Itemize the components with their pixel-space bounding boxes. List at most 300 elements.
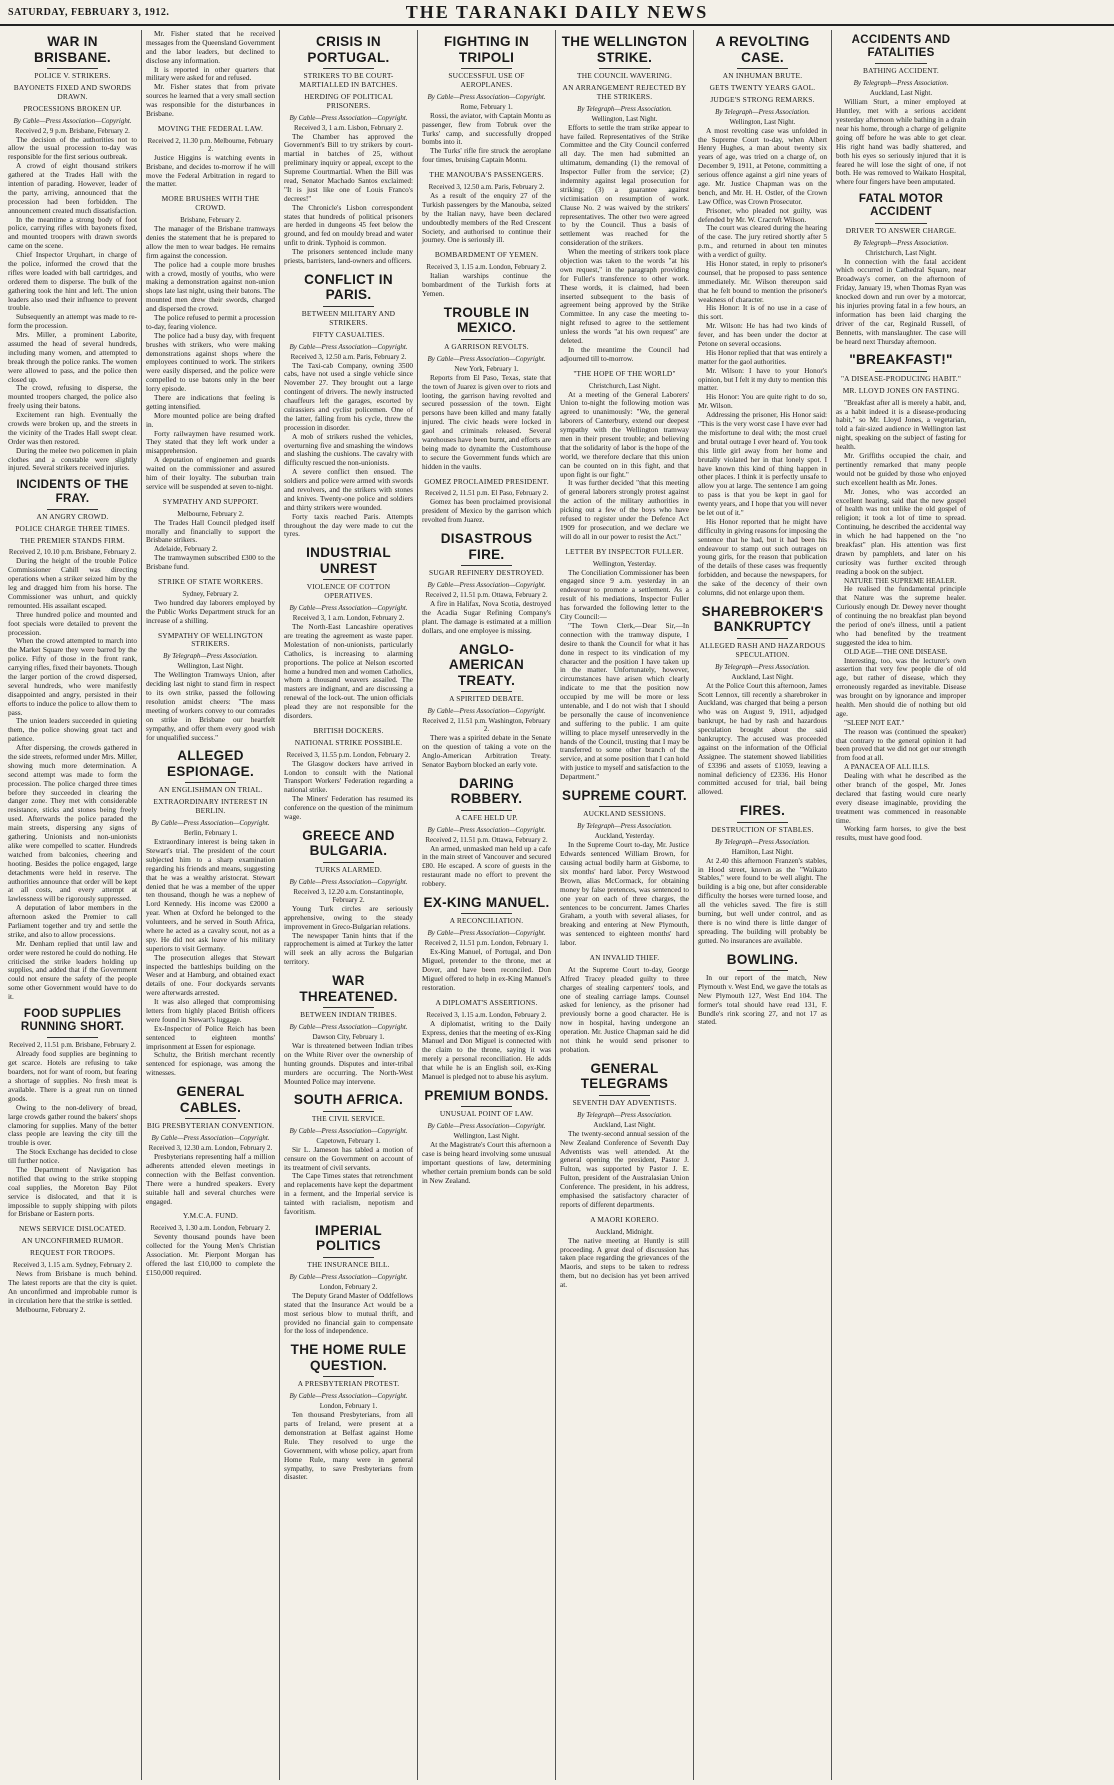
- article-dateline: Sydney, February 2.: [182, 589, 239, 598]
- article-dateline: Brisbane, February 2.: [180, 216, 241, 225]
- article-paragraph: The Trades Hall Council pledged itself morally and financially to support the Brisbane strikers.: [146, 517, 275, 545]
- article-paragraph: The native meeting at Huntly is still proceeding. A great deal of discussion has taken place regarding the grievances of the Maoris, and steps to be taken to redress them, but no decision has yet been arrived at.: [560, 1235, 689, 1290]
- article-dateline: Wellington, Last Night.: [453, 1132, 520, 1141]
- headline-rule: [323, 1257, 375, 1258]
- article-headline: SUPREME COURT.: [562, 787, 687, 803]
- article-paragraph: At the Supreme Court to-day, George Alfred Tracey pleaded guilty to three charges of stealing carpenters' tools, and one of stealing carriage lamps. Counsel asked for leniency, as the prisoner had previously borne a good character. He is now in hospital, having undergone an operation. Mr. Justice Chapman said he did not think he would send prisoner to probation.: [560, 964, 689, 1054]
- article-paragraph: Mr. Denham replied that until law and order were restored he could do nothing. He criticised the strike leaders holding up supplies, and added that if the Government could not ensure the safety of the people some other Government would have to do it.: [8, 938, 137, 1002]
- article-byline: By Cable—Press Association—Copyright.: [289, 877, 408, 886]
- article-paragraph: Adelaide, February 2.: [154, 544, 218, 554]
- article-paragraph: William Sturt, a miner employed at Huntley, met with a serious accident yesterday afternoon while bathing in a drain near his home, through a charge of gelignite going off before he was able to get clear. His right hand was badly shattered, and both his eyes so seriously injured that it is feared he will lose the sight of one, if not both. He was removed to Waikato Hospital, where four fingers have been amputated.: [836, 97, 966, 187]
- article: [422, 531, 551, 635]
- headline-rule: [875, 63, 927, 64]
- article-paragraph: "SLEEP NOT EAT.": [844, 717, 905, 727]
- headline-rule: [47, 1037, 99, 1038]
- article: [146, 578, 275, 626]
- article-paragraph: His Honor: You are quite right to do so, Mr. Wilson.: [698, 392, 827, 411]
- article-paragraph: The Turks' rifle fire struck the aeroplane four times, bruising Captain Montu.: [422, 146, 551, 165]
- article: [698, 604, 827, 797]
- article-subheading: BETWEEN MILITARY AND STRIKERS.: [301, 308, 396, 327]
- article-paragraph: In connection with the fatal accident which occurred in Cathedral Square, near Broadway's corner, on the afternoon of Friday, January 19, when Thomas Ryan was knocked down and run over by a motorcar, his injuries proving fatal in a few hours, an information has been laid charging the driver of the car, Reginald Russell, of Bennetts, with manslaughter. The case will be heard next Thursday afternoon.: [836, 256, 966, 346]
- article-subheading: A CAFE HELD UP.: [455, 812, 518, 822]
- article-headline: CONFLICT IN PARIS.: [304, 271, 393, 303]
- article: [422, 895, 551, 993]
- article: [284, 727, 413, 822]
- article-paragraph: When the meeting of strikers took place objection was taken to the words "at his own request," in the paragraph providing for Fuller's transference to other work. These words, it is claimed, had been inserted subsequent to the basis of agreement being approved by the Strike Committee. In any case the meeting to-night refused to agree to the settlement unless the words "at his own request" are deleted.: [560, 247, 689, 346]
- article-subheading: THE CIVIL SERVICE.: [311, 1113, 386, 1123]
- article-paragraph: The manager of the Brisbane tramways denies the statement that he is prepared to allow the men to wear badges. He remains firm against the concession.: [146, 224, 275, 260]
- article-subheading: SUGAR REFINERY DESTROYED.: [429, 568, 544, 578]
- article-headline: EX-KING MANUEL.: [423, 894, 550, 910]
- article-paragraph: Mrs. Miller, a prominent Laborite, assumed the head of several hundreds, including many women, and attempted to break through the police ranks. The women were allowed to pass, and the police then closed up.: [8, 330, 137, 384]
- article-byline: By Cable—Press Association—Copyright.: [289, 113, 408, 122]
- article-paragraph: Mr. Wilson: He has had two kinds of fever, and has been under the doctor at Petone on several occasions.: [698, 321, 827, 349]
- article-dateline: Received 3, 1.30 a.m. London, February 2.: [150, 1224, 271, 1233]
- article: [560, 788, 689, 948]
- article-paragraph: Forty taxis reached Paris. Attempts throughout the day were made to cut the tyres.: [284, 511, 413, 539]
- article-dateline: Auckland, Last Night.: [593, 1120, 656, 1129]
- article-paragraph: A most revolting case was unfolded in the Supreme Court to-day, when Albert Henry Hughes, a man about twenty six years of age, was tried on a charge of, on December 9, 1911, at Petone, committing a serious offence against a girl nine years of age. Mr. Justice Chapman was on the bench, and Mr. H. H. Ostler, of the Crown Law Office, was Crown Prosecutor.: [698, 125, 827, 206]
- article: [146, 1084, 275, 1206]
- article-subheading: AN INHUMAN BRUTE.: [722, 71, 803, 81]
- article-paragraph: During the height of the trouble Police Commissioner Cahill was directing operations when a striker seized him by the leg and dragged him from his horse. The Commissioner was unhurt, and quickly remounted. His assailant escaped.: [8, 556, 137, 610]
- article: [560, 1216, 689, 1290]
- column-3: [280, 30, 418, 1780]
- article-dateline: Received 2, 11.51 p.m. Brisbane, February 2.: [9, 1041, 136, 1050]
- article-dateline: Auckland, Last Night.: [731, 672, 794, 681]
- article: [146, 748, 275, 1078]
- article: [284, 1342, 413, 1482]
- article-headline: GENERAL CABLES.: [176, 1084, 245, 1115]
- article-subheading: SYMPATHY AND SUPPORT.: [162, 496, 259, 506]
- article-paragraph: Two hundred day laborers employed by the Public Works Department struck for an increase of a shilling.: [146, 597, 275, 625]
- article-headline: INDUSTRIAL UNREST: [306, 545, 391, 576]
- article-byline: By Telegraph—Press Association.: [715, 662, 810, 671]
- article-headline: SOUTH AFRICA.: [293, 1092, 404, 1108]
- article-subheading: TURKS ALARMED.: [315, 864, 382, 874]
- article-paragraph: Rossi, the aviator, with Captain Montu as passenger, flew from Tobruk over the Turks' camp, and successfully dropped bombs into it.: [422, 110, 551, 147]
- headline-rule: [461, 691, 513, 692]
- article-paragraph: Ex-King Manuel, of Portugal, and Don Miguel, pretender to the throne, met at Dover, and have been reconciled. Don Miguel offered to help in ex-King Manuel's restoration.: [422, 947, 551, 992]
- article: [284, 1092, 413, 1217]
- article-byline: By Cable—Press Association—Copyright.: [151, 1134, 270, 1143]
- article: [146, 1212, 275, 1277]
- headline-rule: [737, 822, 789, 823]
- article-subheading: THE INSURANCE BILL.: [307, 1259, 390, 1269]
- article-headline: SHAREBROKER'S BANKRUPTCY: [701, 603, 824, 635]
- article: [8, 1008, 137, 1219]
- article-paragraph: The court was cleared during the hearing of the case. The jury retired shortly after 5 p.m., and returned in about ten minutes with a verdict of guilty.: [698, 223, 827, 260]
- article-dateline: Received 2, 11.51 p.m. Ottawa, February 2.: [425, 835, 548, 844]
- article-headline: FIRES.: [739, 803, 786, 819]
- article-paragraph: NATURE THE SUPREME HEALER.: [844, 575, 957, 585]
- article-paragraph: The Chronicle's Lisbon correspondent states that hundreds of political prisoners are herded in dungeons 45 feet below the ground, and fed on mouldy bread and water unfit to drink. Typhoid is common.: [284, 202, 413, 248]
- article-dateline: Christchurch, Last Night.: [588, 381, 661, 390]
- article-paragraph: His Honor reported that he might have difficulty in giving reasons for imposing the sentence that he had, but it had been his endeavour to stamp out such outrages on young girls, for the reason that publication of the details of these cases was frequently forbidden, and because the newspapers, for the sake of the decency of their own columns, did not enlarge upon them.: [698, 516, 827, 597]
- article-paragraph: When the crowd attempted to march into the Market Square they were barred by the police. Fifty of those in the front rank, carrying rifles, fixed their bayonets. Though the larger portion of the crowd dispersed, several hundreds, who were manifestly disappointed and angry, persisted in their efforts to induce the police to allow them to pass.: [8, 636, 137, 717]
- article-subheading: A PRESBYTERIAN PROTEST.: [297, 1379, 400, 1389]
- article-headline: A REVOLTING CASE.: [715, 34, 810, 65]
- article-subheading: PROCESSIONS BROKEN UP.: [23, 103, 122, 113]
- article-subheading: GOMEZ PROCLAIMED PRESIDENT.: [424, 476, 549, 486]
- article-headline: "BREAKFAST!": [849, 352, 953, 368]
- article-headline: FATAL MOTOR ACCIDENT: [858, 193, 944, 219]
- article: [146, 632, 275, 743]
- article-byline: By Cable—Press Association—Copyright.: [427, 825, 546, 834]
- article-paragraph: Excitement ran high. Eventually the crowds were broken up, and the streets in the vicinity of the Trades Hall swept clear. Order was then restored.: [8, 410, 137, 446]
- article-paragraph: A mob of strikers rushed the vehicles, overturning five and smashing the windows and slashing the cushions. The cavalry with difficulty rescued the non-unionists.: [284, 431, 413, 468]
- article-subheading: A DIPLOMAT'S ASSERTIONS.: [435, 997, 538, 1007]
- article-paragraph: Mr. Griffiths occupied the chair, and pertinently remarked that many people would not be guided by those who enjoyed such excellent health as Mr. Jones.: [836, 451, 966, 487]
- article-paragraph: Subsequently an attempt was made to re-form the procession.: [8, 312, 137, 331]
- article-paragraph: War is threatened between Indian tribes on the White River over the ownership of hunting grounds. Disputes and inter-tribal murders are occurring. The North-West Mounted Police may intervene.: [284, 1040, 413, 1086]
- article: [836, 193, 966, 346]
- article-paragraph: Chief Inspector Urquhart, in charge of the police, informed the crowd that the rifles were loaded with ball cartridges, and ordered them to disperse. The bulk of the gathering took the hint and left. The union leaders also used their influence to prevent trouble.: [8, 250, 137, 313]
- headline-rule: [323, 1111, 375, 1112]
- article-headline: BOWLING.: [726, 951, 799, 967]
- article: [560, 370, 689, 542]
- article-subheading: MORE BRUSHES WITH THE CROWD.: [161, 194, 260, 213]
- article-subheading: DRIVER TO ANSWER CHARGE.: [845, 225, 957, 235]
- article-subheading: LETTER BY INSPECTOR FULLER.: [565, 546, 684, 556]
- article: [284, 272, 413, 539]
- article-paragraph: The Wellington Tramways Union, after deciding last night to stand firm in respect to its own strike, passed the following resolution amidst cheers: "The mass meeting of workers convey to our comrades on strike in Brisbane our heartfelt sympathy, and offer them every good wish for unqualified success.": [146, 670, 275, 742]
- article-headline: WAR IN BRISBANE.: [34, 34, 111, 65]
- article: [8, 34, 137, 473]
- column-7: [832, 30, 970, 1780]
- article-paragraph: "Breakfast after all is merely a habit, and, as a habit indeed it is a disease-producing habit," so Mr. Lloyd Jones, a vegetarian, told a fair-sized audience in Wellington last night, speaking on the subject of fasting for health.: [836, 397, 966, 452]
- article-paragraph: At the Magistrate's Court this afternoon a case is being heard involving some unusual important questions of law, determining whether certain premium bonds can be sold in New Zealand.: [422, 1140, 551, 1185]
- article: [422, 251, 551, 299]
- article-subheading: BIG PRESBYTERIAN CONVENTION.: [146, 1121, 275, 1131]
- article-subheading: BETWEEN INDIAN TRIBES.: [300, 1010, 397, 1020]
- article-headline: ACCIDENTS AND FATALITIES: [851, 34, 951, 60]
- article-paragraph: In the meantime a strong body of foot police, carrying rifles with bayonets fixed, and mounted troopers with drawn swords came on the scene.: [8, 214, 137, 251]
- article-dateline: Received 3, 1 a.m. London, February 2.: [292, 614, 405, 623]
- article-byline: By Cable—Press Association—Copyright.: [151, 819, 270, 828]
- article-headline: GREECE AND BULGARIA.: [302, 827, 395, 859]
- article-dateline: Auckland, Last Night.: [869, 89, 933, 98]
- article-paragraph: A fire in Halifax, Nova Scotia, destroyed the Acadia Sugar Refining Company's plant. The damage is estimated at a million dollars, and one employee is missing.: [422, 599, 551, 635]
- column-5: [556, 30, 694, 1780]
- article-dateline: Received 2, 11.51 p.m. London, February 1.: [424, 939, 549, 948]
- article-byline: By Telegraph—Press Association.: [715, 837, 810, 846]
- headline-rule: [185, 782, 237, 783]
- article-dateline: Received 3, 1.15 a.m. Sydney, February 2.: [13, 1260, 132, 1269]
- article-headline: IMPERIAL POLITICS: [315, 1222, 382, 1254]
- article-paragraph: Prisoner, who pleaded not guilty, was defended by Mr. W. Cracroft Wilson.: [698, 205, 827, 224]
- article-subheading: "THE HOPE OF THE WORLD": [573, 368, 676, 378]
- article-headline: ALLEGED ESPIONAGE.: [166, 748, 255, 779]
- article-paragraph: Reports from El Paso, Texas, state that the town of Juarez is given over to riots and looting, the garrison having revolted and secured possession of the town. Eight persons have been killed and many fatally injured. The civic heads were locked in gaol and criminals released. Several warehouses have been burnt, and efforts are being made to dynamite the Customhouse to secure the Government funds which are hidden in the vaults.: [422, 372, 551, 471]
- article-paragraph: As a result of the enquiry 27 of the Turkish passengers by the Manouba, seized by the Italian navy, have been declared undoubtedly members of the Red Crescent Society, and authorised to continue their journey. One is seriously ill.: [422, 191, 551, 245]
- article-paragraph: OLD AGE—THE ONE DISEASE.: [844, 646, 948, 656]
- article-subheading: MR. LLOYD JONES ON FASTING.: [842, 385, 960, 395]
- article-subheading: STRIKE OF STATE WORKERS.: [157, 577, 264, 587]
- article-paragraph: The prosecution alleges that Stewart inspected the battleships building on the Weser and at Hamburg, and obtained exact details of one. Four dockyards servants were afterwards arrested.: [146, 952, 275, 998]
- article: [422, 171, 551, 245]
- article-paragraph: The decision of the authorities not to allow the usual procession to-day was responsible for the first serious outbreak.: [8, 134, 137, 162]
- article-byline: By Telegraph—Press Association.: [163, 652, 258, 661]
- article-paragraph: The twenty-second annual session of the New Zealand Conference of Seventh Day Adventists was well attended. At the general opening the president, Pastor J. Fulton, was supported by Pastor J. E. Fulton, president of the Australasian Union Conference. The president, in his address, emphasised the satisfactory character of reports of different departments.: [560, 1128, 689, 1209]
- article-byline: By Telegraph—Press Association.: [577, 104, 672, 113]
- article-paragraph: News from Brisbane is much behind. The latest reports are that the city is quiet. An unconfirmed and improbable rumor is in circulation here that the strike is settled.: [8, 1268, 137, 1305]
- article: [146, 195, 275, 491]
- headline-rule: [599, 1095, 651, 1096]
- column-2: [142, 30, 280, 1780]
- article: [146, 30, 275, 119]
- article: [836, 34, 966, 187]
- article-paragraph: Forty railwaymen have resumed work. They stated that they left work under a misapprehension.: [146, 428, 275, 456]
- article-byline: By Cable—Press Association—Copyright.: [289, 1126, 408, 1135]
- article-paragraph: The Conciliation Commissioner has been engaged since 9 a.m. yesterday in an endeavour to promote a settlement. As a result of his mediations, Inspector Fuller has forwarded the following letter to the City Council:—: [560, 567, 689, 622]
- article: [284, 1223, 413, 1336]
- article-paragraph: Mr. Fisher stated that he received messages from the Queensland Government and the labor leaders, but declined to disclose any information.: [146, 30, 275, 65]
- headline-rule: [461, 565, 513, 566]
- headline-rule: [461, 68, 513, 69]
- column-1: [4, 30, 142, 1780]
- article-paragraph: The tramwaymen subscribed £300 to the Brisbane fund.: [146, 553, 275, 572]
- article-subheading: BAYONETS FIXED AND SWORDS DRAWN.: [13, 82, 132, 101]
- article-paragraph: At 2.40 this afternoon Franzen's stables, in Hood street, known as the "Waikato Stables," were found to be well alight. The building is a big one, but after considerable difficulty the horses were turned loose, and all the vehicles saved. The fire is still burning, but well under control, and as there is no wind there is little danger of spreading. The building will probably be gutted. No insurances are available.: [698, 855, 827, 945]
- article-dateline: Received 2, 11.51 p.m. Washington, February 2.: [422, 717, 551, 734]
- article-paragraph: Working farm horses, to give the best results, must have good food.: [836, 824, 966, 843]
- article-byline: By Cable—Press Association—Copyright.: [289, 1022, 408, 1031]
- article-paragraph: It was further decided "that this meeting of general laborers strongly protest against the action of the military authorities in picking out a few of the boys who have refused to register under the Defence Act 1909 for prosecution, and we declare we will do all in our power to resist the Act.": [560, 478, 689, 541]
- article: [422, 1088, 551, 1186]
- article-paragraph: The reason was (continued the speaker) that contrary to the general opinion it had been proved that we did not get our strength from food at all.: [836, 726, 966, 763]
- article-paragraph: The union leaders succeeded in quieting them, the police showing great tact and patience.: [8, 716, 137, 744]
- article-byline: By Telegraph—Press Association.: [577, 1110, 672, 1119]
- article-dateline: Received 2, 11.30 p.m. Melbourne, February 2.: [147, 136, 274, 153]
- article-paragraph: More mounted police are being drafted in.: [146, 410, 275, 429]
- article-headline: PREMIUM BONDS.: [424, 1087, 549, 1103]
- article-paragraph: A deputation of labor members in the afternoon asked the Premier to call Parliament together and try and settle the strike, and also to allow processions.: [8, 903, 137, 939]
- article-paragraph: The Glasgow dockers have arrived in London to consult with the National Transport Workers' Federation regarding a national strike.: [284, 758, 413, 795]
- article-byline: By Cable—Press Association—Copyright.: [289, 1272, 408, 1281]
- article-paragraph: The Miners' Federation has resumed its conference on the question of the minimum wage.: [284, 794, 413, 822]
- article-dateline: Received 2, 10.10 p.m. Brisbane, February 2.: [8, 548, 137, 557]
- article-byline: By Cable—Press Association—Copyright.: [289, 342, 408, 351]
- article: [422, 305, 551, 472]
- article-paragraph: The prisoners sentenced include many priests, barristers, land-owners and officers.: [284, 247, 413, 265]
- article-subheading: A RECONCILIATION.: [449, 916, 524, 926]
- headline-rule: [47, 509, 99, 510]
- article-paragraph: There are indications that feeling is getting intensified.: [146, 393, 275, 411]
- article: [560, 954, 689, 1055]
- article: [836, 352, 966, 843]
- article-paragraph: A diplomatist, writing to the Daily Express, denies that the meeting of ex-King Manuel and Don Miguel is connected with the claim to the throne, saying it was merely a personal reconciliation. He adds that while he is an English soil, ex-King Manuel is pledged not to abuse his asylum.: [422, 1018, 551, 1082]
- headline-rule: [47, 68, 99, 69]
- article-paragraph: The Taxi-cab Company, owning 3500 cabs, have not used a single vehicle since November 27. They brought out a large contingent of drivers. The newly instructed chauffeurs left the garages, escorted by cuirassiers and cyclist policemen. One of the latter, falling from his cycle, threw the procession in disorder.: [284, 360, 413, 432]
- article-paragraph: The police had a couple more brushes with a crowd, mostly of youths, who were making a demonstration against non-union shops late last night, using their batons. The mounted men drew their swords, charged and dispersed the crowd.: [146, 259, 275, 314]
- article-headline: GENERAL TELEGRAMS: [580, 1060, 669, 1092]
- article-byline: By Cable—Press Association—Copyright.: [289, 604, 408, 613]
- headline-rule: [461, 1106, 513, 1107]
- article-subheading: THE COUNCIL WAVERING.: [576, 71, 672, 81]
- article-dateline: Rome, February 1.: [460, 102, 513, 111]
- article-headline: TROUBLE IN MEXICO.: [443, 304, 530, 336]
- article-paragraph: His Honor replied that that was entirely a matter for the gaol authorities.: [698, 347, 827, 366]
- article: [422, 776, 551, 889]
- article-dateline: Auckland, Yesterday.: [594, 832, 655, 841]
- article-dateline: London, February 2.: [319, 1282, 378, 1291]
- article-paragraph: Interesting, too, was the lecturer's own assertion that very few people die of old age, but rather of disease, which they erroneously regarded as inevitable. Disease was brought on by ignorance and improper health. Men should die of nothing but old age.: [836, 655, 966, 718]
- article-paragraph: The police had a busy day, with frequent brushes with strikers, who were making demonstrations against shops where the employees continued to work. The strikers were easily dispersed, and the police were compelled to use batons only in the beer lorry episode.: [146, 330, 275, 394]
- article-paragraph: During the melee two policemen in plain clothes and a constable were slightly injured. Several strikers received injuries.: [8, 445, 137, 473]
- article-paragraph: A severe conflict then ensued. The soldiers and police were armed with swords and revolvers, and the strikers with stones and knives. Twenty-one police and soldiers and thirty strikers were wounded.: [284, 467, 413, 512]
- article-paragraph: An armed, unmasked man held up a cafe in the main street of Vancouver and secured £80. He escaped. A score of guests in the restaurant made no effort to prevent the robbery.: [422, 843, 551, 889]
- article-subheading: AN ENGLISHMAN ON TRIAL.: [158, 785, 263, 795]
- headline-rule: [323, 306, 375, 307]
- article-headline: DARING ROBBERY.: [450, 775, 523, 807]
- column-6: [694, 30, 832, 1780]
- article-paragraph: Already food supplies are beginning to get scarce. Hotels are refusing to take boarders, not for want of room, but fearing a shortage of supplies. No fresh meat is available. There is a great run on tinned goods.: [8, 1049, 137, 1103]
- article-subheading: MOVING THE FEDERAL LAW.: [157, 123, 264, 133]
- article-headline: FOOD SUPPLIES RUNNING SHORT.: [20, 1007, 125, 1034]
- article-byline: By Cable—Press Association—Copyright.: [427, 929, 546, 938]
- headline-rule: [323, 862, 375, 863]
- article: [284, 545, 413, 721]
- article-paragraph: The Chamber has approved the Government's Bill to try strikers by court-martial in batches of 25, without preliminary inquiry or appeal, except to the Supreme Courtmartial. When the Bill was read, Senator Machado Santos exclaimed: "It is just like one of Louis Franco's decrees!": [284, 131, 413, 203]
- article-subheading: FIFTY CASUALTIES.: [312, 329, 385, 339]
- article: [698, 34, 827, 598]
- article-dateline: Received 3, 12.50 a.m. Paris, February 2.: [428, 183, 545, 191]
- article-paragraph: In the meantime the Council had adjourned till to-morrow.: [560, 344, 689, 363]
- article-headline: ANGLO-AMERICAN TREATY.: [448, 641, 525, 688]
- article-subheading: SEVENTH DAY ADVENTISTS.: [572, 1097, 677, 1107]
- article-subheading: UNUSUAL POINT OF LAW.: [439, 1109, 534, 1119]
- article-paragraph: Efforts to settle the tram strike appear to have failed. Representatives of the Strike Committee and the City Council conferred all day. The men had submitted an ultimatum, demanding (1) the removal of Inspector Fuller from the service; (2) indemnity against legal prosecution for striking; (3) a guarantee against victimisation on resumption of work. Clause No. 2 was waived by the strikers' representatives. The other two were agreed to by the Council. Thus a basis of settlement was reached for the consideration of the strikers.: [560, 122, 689, 248]
- article: [146, 498, 275, 572]
- article: [284, 34, 413, 266]
- article-paragraph: His Honor stated, in reply to prisoner's counsel, that he proposed to pass sentence immediately. Mr. Wilson thereupon said that he felt bound to mention the prisoner's weakness of character.: [698, 259, 827, 304]
- article-paragraph: In our report of the match, New Plymouth v. West End, we gave the totals as New Plymouth 127, West End 104. The former's total should have read 131, F. Bundle's rink scoring 27, and not 17 as stated.: [698, 973, 827, 1027]
- article-dateline: Received 2, 11.51 p.m. El Paso, February 2.: [424, 489, 549, 498]
- article-headline: DISASTROUS FIRE.: [440, 531, 533, 562]
- article-paragraph: Mr. Fisher states that from private sources he learned that a very small section was responsible for the disturbances in Brisbane.: [146, 82, 275, 119]
- article-dateline: Received 3, 1.15 a.m. London, February 2.: [426, 263, 547, 272]
- headline-rule: [323, 579, 375, 580]
- article-byline: By Cable—Press Association—Copyright.: [427, 354, 546, 363]
- article-subheading: Y.M.C.A. FUND.: [182, 1211, 239, 1221]
- article-paragraph: Melbourne, February 2.: [16, 1304, 86, 1314]
- headline-rule: [599, 68, 651, 69]
- article-paragraph: In the Supreme Court to-day, Mr. Justice Edwards sentenced William Brown, for causing actual bodily harm at Gisborne, to six months' hard labor. Percy Westwood Brown, alias McCormack, for obtaining money by false pretences, was sentenced to one year on each of three charges, the sentences to be concurrent. James Charles Graham, a youth with several aliases, for breaking and entering at New Plymouth, was sentenced to eighteen months' hard labor.: [560, 840, 689, 948]
- article-dateline: Melbourne, February 2.: [177, 509, 244, 518]
- article-paragraph: Owing to the non-delivery of bread, large crowds gather round the bakers' shops clamoring for supplies. Many of the better class people are leaving the city till the trouble is over.: [8, 1102, 137, 1148]
- article: [284, 828, 413, 967]
- article-paragraph: Addressing the prisoner, His Honor said: "This is the very worst case I have ever had the misfortune to deal with; the most cruel and brutal outrage I ever heard of. You took this little girl away from her home and brutally violated her in that lonely spot. I have known this kind of thing happen in other places. I think it is perfectly unsafe to allow you at large. The sentence I am going to pass is that you be kept in gaol for twenty years, and I hope that you will never be let out of it.": [698, 410, 827, 517]
- article-dateline: Wellington, Last Night.: [591, 114, 658, 123]
- article-paragraph: His Honor: It is of no use in a case of this sort.: [698, 303, 827, 322]
- article-paragraph: The Stock Exchange has decided to close till further notice.: [8, 1147, 137, 1166]
- article-dateline: Wellington, Yesterday.: [592, 559, 657, 568]
- article-paragraph: There was a spirited debate in the Senate on the question of taking a vote on the Anglo-American Arbitration Treaty. Senator Bayborn blocked an early vote.: [422, 733, 551, 769]
- article-paragraph: Presbyterians representing half a million adherents attended eleven meetings in connection with the Belfast convention. There were a hundred speakers. Every suitable hall and several churches were engaged.: [146, 1152, 275, 1206]
- article-subheading: REQUEST FOR TROOPS.: [29, 1248, 116, 1258]
- headline-rule: [461, 339, 513, 340]
- article-subheading: VIOLENCE OF COTTON OPERATIVES.: [306, 582, 391, 601]
- article-paragraph: Ex-Inspector of Police Reich has been sentenced to eighteen months' imprisonment at Essen for espionage.: [146, 1023, 275, 1051]
- article-paragraph: It is reported in other quarters that military were asked for and refused.: [146, 64, 275, 83]
- article-headline: FIGHTING IN TRIPOLI: [443, 34, 530, 65]
- article-paragraph: The North-East Lancashire operatives are treating the agreement as waste paper. Molestation of non-unionists, particularly Catholics, is increasing to alarming proportions. The police at Nelson escorted home a hundred men and women Catholics, whom a thousand weavers assailed. The masters are indignant, and are discussing a renewal of the lock-out. The union officials plead they are not responsible for the disorders.: [284, 622, 413, 721]
- article: [284, 973, 413, 1086]
- article-subheading: BATHING ACCIDENT.: [863, 66, 939, 76]
- headline-rule: [461, 913, 513, 914]
- newspaper-page: [4, 30, 1110, 1780]
- article-paragraph: Extraordinary interest is being taken in Stewart's trial. The president of the court subjected him to a sharp examination regarding his friends and means, suggesting that he was a wealthy aristocrat. Stewart denied that he was a member of the upper ten thousand, though he was a nephew of Lord Kennedy. His income was £2000 a year. When at Oxford he belonged to the volunteers, and he served in South Africa, where he acted as a cavalry scout, not as a spy. He did not ask leave of his military superiors to visit Germany.: [146, 837, 275, 953]
- article-subheading: POLICE CHARGE THREE TIMES.: [15, 523, 130, 533]
- article-paragraph: Dealing with what he described as the other branch of the gospel, Mr. Jones declared that fasting would cure nearly every disease imaginable, providing the treatment was commenced in reasonable time.: [836, 771, 966, 825]
- article: [422, 478, 551, 526]
- article-dateline: Received 2, 9 p.m. Brisbane, February 2.: [15, 126, 130, 135]
- article-dateline: Hamilton, Last Night.: [731, 847, 794, 856]
- article-subheading: STRIKERS TO BE COURT-MARTIALLED IN BATCHES.: [299, 71, 398, 89]
- article-subheading: SUCCESSFUL USE OF AEROPLANES.: [448, 71, 525, 89]
- issue-date: SATURDAY, FEBRUARY 3, 1912.: [8, 6, 170, 18]
- article-dateline: Received 3, 12.50 a.m. Paris, February 2.: [290, 352, 407, 361]
- article: [698, 952, 827, 1028]
- article-subheading: GETS TWENTY YEARS GAOL.: [709, 82, 816, 92]
- article-headline: INCIDENTS OF THE FRAY.: [16, 479, 129, 505]
- article-paragraph: After dispersing, the crowds gathered in the side streets, reformed under Mrs. Miller, showing much more determination. A second attempt was made to form the procession. The police charged three times before they succeeded in clearing the danger zone. They met with considerable resistance, sticks and stones being freely used. Afterwards the police paraded the main streets, dispersing any signs of gathering. Unionists and non-unionists alike were compelled to scatter. Hundreds watched from balconies, cheering and hooting. Besides the police engaged, large detachments were held in reserve. The authorities announce that order will be kept at all costs, and every attempt at lawlessness will be rigorously suppressed.: [8, 743, 137, 904]
- article-byline: By Cable—Press Association—Copyright.: [427, 1122, 546, 1131]
- headline-rule: [323, 1376, 375, 1377]
- article-subheading: AN ARRANGEMENT REJECTED BY THE STRIKERS.: [562, 82, 687, 101]
- article-paragraph: A deputation of enginemen and guards waited on the commissioner and assured him of their loyalty. The suburban train service will be suspended at seven to-night.: [146, 455, 275, 491]
- article-paragraph: Sir L. Jameson has tabled a motion of censure on the Government on account of its treatment of civil servants.: [284, 1144, 413, 1172]
- article-dateline: Received 3, 1 a.m. Lisbon, February 2.: [293, 123, 404, 132]
- article-paragraph: "The Town Clerk,—Dear Sir,—In connection with the tramway dispute, I desire to thank the Council for what it has done in respect to its vindication of my character and the position I have taken up in the matter. Unfortunately, however, circumstances have arisen which clearly indicate to me that the position now occupied by me will be more or less untenable, and I do not wish that I should be personally the cause of inconvenience and suffering to the public. I am quite willing to place myself unreservedly in the hands of the Council, trusting that I may be transferred to some other branch of the service, and at some position that I can hold with justice to myself and satisfaction to the Department.": [560, 620, 689, 782]
- article-subheading: A SPIRITED DEBATE.: [449, 694, 524, 704]
- article-subheading: NEWS SERVICE DISLOCATED.: [18, 1224, 127, 1234]
- article: [8, 1225, 137, 1314]
- article-subheading: AUCKLAND SESSIONS.: [583, 809, 666, 819]
- article-subheading: EXTRAORDINARY INTEREST IN BERLIN.: [153, 797, 268, 816]
- article-subheading: AN ANGRY CROWD.: [36, 511, 109, 521]
- article-dateline: Christchurch, Last Night.: [865, 248, 937, 257]
- article-paragraph: Mr. Jones, who was accorded an excellent hearing, said that the new gospel of health was not unlike the old gospel of religion; it took a lot of time to spread. Continuing, he described the accidental way in which he had happened on the "no breakfast" plan. His attention was first drawn by pamphlets, and later on his curiosity was further excited through reading a book on the subject.: [836, 486, 966, 576]
- article-byline: By Telegraph—Press Association.: [715, 107, 810, 116]
- article: [146, 125, 275, 189]
- article-byline: By Cable—Press Association—Copyright.: [427, 581, 546, 590]
- article-subheading: THE PREMIER STANDS FIRM.: [20, 535, 125, 545]
- article-headline: WAR THREATENED.: [299, 973, 398, 1004]
- article: [422, 642, 551, 770]
- article-paragraph: Italian warships continue the bombardment of the Turkish forts at Yemen.: [422, 271, 551, 298]
- article-byline: By Telegraph—Press Association.: [577, 822, 672, 831]
- article-dateline: London, February 1.: [319, 1402, 378, 1411]
- article-paragraph: Young Turk circles are seriously apprehensive, owing to the steady improvement in Greco-Bulgarian relations.: [284, 903, 413, 931]
- article-paragraph: At a meeting of the General Laborers' Union to-night the following motion was agreed to unanimously: "We, the general laborers of Canterbury, extend our deepest sympathy with the Wellington tramway men in their present trouble; and believing that the solidarity of labor is the hope of the world, we therefore declare that this union can be counted on in this fight, and that upon fight is our fight.": [560, 389, 689, 479]
- article-dateline: Received 3, 1.15 a.m. London, February 2.: [426, 1010, 547, 1019]
- article-subheading: JUDGE'S STRONG REMARKS.: [710, 94, 815, 104]
- headline-rule: [737, 970, 789, 971]
- article-paragraph: The newspaper Tanin hints that if the rapprochement is aimed at Turkey the latter will seek an ally across the Bulgarian territory.: [284, 930, 413, 967]
- article-byline: By Cable—Press Association—Copyright.: [427, 92, 546, 101]
- article-paragraph: The police refused to permit a procession to-day, fearing violence.: [146, 313, 275, 331]
- article-paragraph: He realised the fundamental principle that Nature was the supreme healer. Curiously enough Dr. Dewey never thought of continuing the no breakfast plan beyond the period of one's illness, until a patient who had benefited by the treatment suggested the idea to him.: [836, 584, 966, 647]
- article-subheading: A GARRISON REVOLTS.: [444, 341, 529, 351]
- headline-rule: [461, 810, 513, 811]
- article-byline: By Cable—Press Association—Copyright.: [13, 116, 132, 125]
- headline-rule: [599, 806, 651, 807]
- article-byline: By Cable—Press Association—Copyright.: [289, 1392, 408, 1401]
- column-4: [418, 30, 556, 1780]
- article-headline: THE HOME RULE QUESTION.: [290, 1342, 407, 1373]
